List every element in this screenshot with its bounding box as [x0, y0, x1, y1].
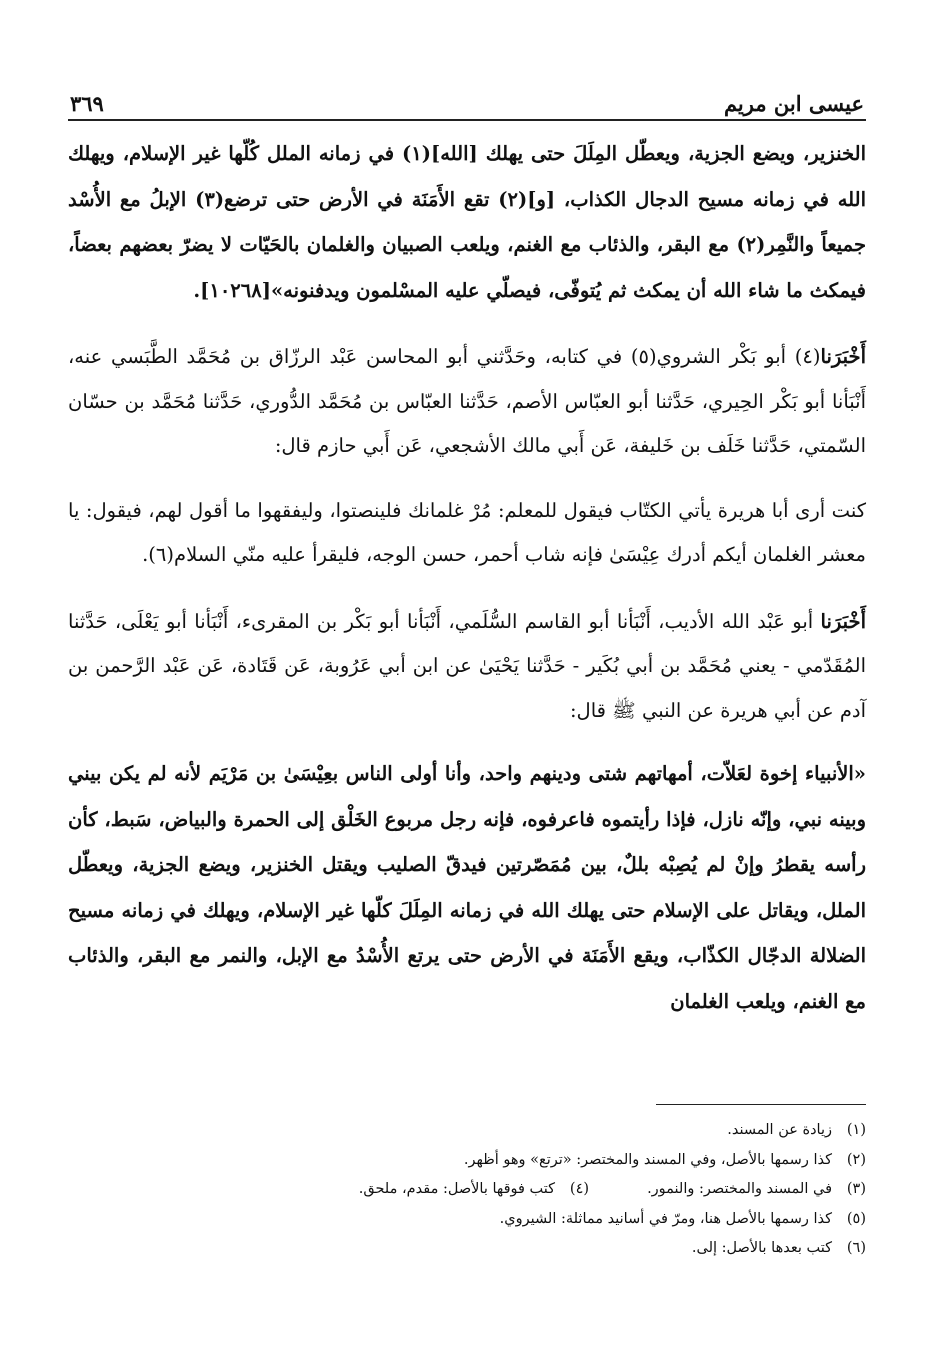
footnote-text: كذا رسمها بالأصل، وفي المسند والمختصر: «ترتع» وهو أظهر.: [463, 1151, 832, 1168]
isnad-paragraph-1: [68, 335, 866, 469]
footnote-number: (١): [846, 1122, 866, 1138]
footnote-text: كتب بعدها بالأصل: إلى.: [691, 1240, 832, 1256]
footnote-item: [68, 1205, 866, 1235]
footnote-text: كتب فوقها بالأصل: مقدم، ملحق.: [358, 1181, 556, 1197]
footnote-number: (٦): [846, 1240, 866, 1256]
running-header: [68, 86, 866, 121]
footnote-text: كذا رسمها بالأصل هنا، ومرّ في أسانيد مماثلة: الشيروي.: [499, 1210, 832, 1227]
footnote-number: (٣): [846, 1181, 866, 1197]
footnote-item: [68, 1146, 866, 1176]
narration-paragraph: كنت أرى أبا هريرة يأتي الكتّاب فيقول للمعلم: مُرْ غلمانك فلينصتوا، وليفقهوا ما أقول لهم، فيقول: يا معشر الغلمان أيكم أدرك عِيْسَىٰ فإنه شاب أحمر، حسن الوجه، فليقرأ عليه منّي السلام(٦).: [68, 498, 866, 566]
isnad-text-1: (٤) أبو بَكْر الشروي(٥) في كتابه، وحَدَّثني أبو المحاسن عَبْد الرزّاق بن مُحَمَّد الطَّبَسي عنه، أَنْبَأنا أبو بَكْر الحِيري، حَدَّثنا أبو العبّاس الأصم، حَدَّثنا العبّاس بن مُحَمَّد الدُّوري، حَدَّثنا مُحَمَّد بن حسّان السّمتي، حَدَّثنا خَلَف بن خَليفة، عَن أَبي مالك الأشجعي، عَن أَبي حازم قال:: [68, 345, 866, 457]
footnote-number: (٤): [569, 1181, 590, 1197]
hadith-text: «الأنبياء إخوة لعَلاّت، أمهاتهم شتى ودينهم واحد، وأنا أولى الناس بعِيْسَىٰ بن مَرْيَم لأنه لم يكن بيني وبينه نبي، وإنّه نازل، فإذا رأيتموه فاعرفوه، فإنه رجل مربوع الخَلْق إلى الحمرة والبياض، سَبط، كأن رأسه يقطرُ وإنْ لم يُصِبْه بللٌ، بين مُمَصّرتين فيدقّ الصليب ويقتل الخنزير، ويضع الجزية، ويعطّل الملل، ويقاتل على الإسلام حتى يهلك الله في زمانه المِلَلَ كلّها غير الإسلام، ويهلك في زمانه مسيح الضلالة الدجّال الكذّاب، ويقع الأَمَنَة في الأرض حتى يرتع الأُسْدُ مع الإبل، والنمر مع البقر، والذئاب مع الغنم، ويلعب الغلمان: [68, 762, 866, 1013]
footnote-item: [68, 1116, 866, 1146]
main-text: [68, 131, 866, 1024]
footnote-divider: [656, 1104, 866, 1105]
isnad-text-2: أبو عَبْد الله الأديب، أَنْبَأنا أبو القاسم السُّلَمي، أَنْبَأنا أبو بَكْر بن المقرىء، أَنْبَأنا أبو يَعْلَى، حَدَّثنا المُقَدّمي - يعني مُحَمَّد بن أبي بُكَير - حَدَّثنا يَحْيَىٰ عن ابن أبي عَرُوبة، عَن قَتَادة، عَن عَبْد الرَّحمن بن آدم عن أبي هريرة عن النبي ﷺ قال:: [68, 609, 866, 722]
akhbarana-word: أَخْبَرَنا: [820, 345, 866, 368]
footnote-text: زيادة عن المسند.: [727, 1122, 832, 1138]
akhbarana-word: أَخْبَرَنا: [820, 609, 866, 633]
footnote-item: [68, 1234, 866, 1264]
page-number: ٣٦٩: [70, 91, 104, 116]
footnotes: [68, 1116, 866, 1264]
chapter-title: عيسى ابن مريم: [723, 91, 864, 116]
footnote-item: [68, 1175, 866, 1205]
footnote-text: في المسند والمختصر: والنمور.: [647, 1181, 832, 1197]
footnote-number: (٥): [846, 1210, 866, 1227]
isnad-paragraph-2: [68, 600, 866, 734]
book-page: [68, 86, 866, 1306]
footnote-number: (٢): [846, 1151, 866, 1168]
hadith-text-continued: الخنزير، ويضع الجزية، ويعطّل المِلَلَ حتى يهلك [الله](١) في زمانه الملل كُلّها غير الإسلام، ويهلك الله في زمانه مسيح الدجال الكذاب، [و](٢) تقع الأَمَنَة في الأرض حتى ترضع(٣) الإبلُ مع الأُسْد جميعاً والنَّمِر(٢) مع البقر، والذئاب مع الغنم، ويلعب الصبيان والغلمان بالحَيّات لا يضرّ بعضهم بعضاً، فيمكث ما شاء الله أن يمكث ثم يُتوفّى، فيصلّي عليه المسْلمون ويدفنونه»[١٠٢٦٨].: [68, 142, 866, 302]
